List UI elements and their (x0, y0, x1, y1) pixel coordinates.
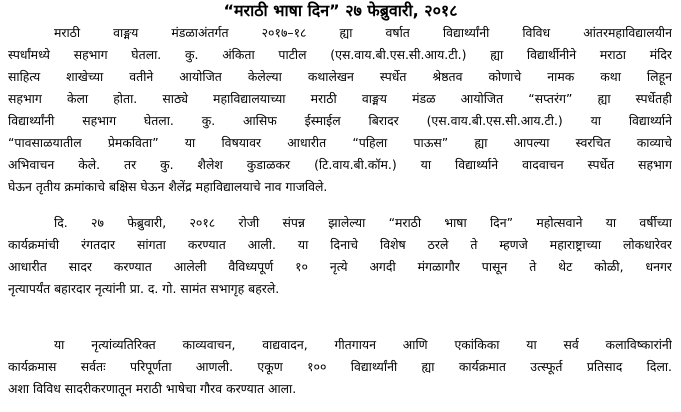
paragraph-3-line-3: अशा विविध सादरीकरणातून मराठी भाषेचा गौरव करण्यात आला. (8, 381, 297, 396)
paragraph-1-line-3: साहित्य शाखेच्या वतीने आयोजित केलेल्या कथालेखन स्पर्धेत श्रेष्ठतव कोणाचे नामक कथा लिहून (8, 69, 672, 84)
paragraph-1-line-2: स्पर्धांमध्ये सहभाग घेतला. कु. अंकिता पाटील (एस.वाय.बी.एस.सी.आय.टी.) ह्या विद्यार्थीनीने मराठा मंदिर (8, 47, 672, 62)
paragraph-1-line-8: घेऊन तृतीय क्रमांकाचे बक्षिस घेऊन शैलेंद्र महाविद्यालयाचे नाव गाजविले. (8, 179, 328, 194)
paragraph-3-line-2: कार्यक्रमास सर्वतः परिपूर्णता आणली. एकूण १०० विद्यार्थ्यांनी ह्या कार्यक्रमात उत्स्फूर्त प्रतिसाद दिला. (8, 359, 672, 374)
paragraph-1-line-5: विद्यार्थ्यांनी सहभाग घेतला. कु. आसिफ ईस्माईल बिरादर (एस.वाय.बी.एस.सी.आय.टी.) या विद्यार्थ्याने (8, 113, 672, 128)
paragraph-1-line-4: सहभाग केला होता. साठ्ये महाविद्यालयाच्या मराठी वाङ्मय मंडळ आयोजित “सप्तरंग” ह्या स्पर्धेतही (8, 91, 672, 106)
paragraph-2-line-1: दि. २७ फेब्रुवारी, २०१८ रोजी संपन्न झालेल्या “मराठी भाषा दिन” महोत्सवाने या वर्षीच्या (54, 215, 672, 230)
paragraph-1-line-7: अभिवाचन केले. तर कु. शैलेश कुडाळकर (टि.वाय.बी.कॉम.) या विद्यार्थ्याने वादवाचन स्पर्धेत सहभाग (8, 157, 672, 172)
paragraph-2-line-3: आधारीत सादर करण्यात आलेली वैविध्यपूर्ण १० नृत्ये अगदी मंगळागौर पासून ते थेट कोळी, धनगर (8, 259, 672, 274)
document-title: “मराठी भाषा दिन” २७ फेब्रुवारी, २०१८ (223, 1, 458, 20)
paragraph-3-line-1: या नृत्यांव्यतिरिक्त काव्यवाचन, वाद्यवादन, गीतगायन आणि एकांकिका या सर्व कलाविष्कारांनी (54, 337, 672, 352)
paragraph-1-line-6: “पावसाळयातील प्रेमकविता” या विषयावर आधारीत “पहिला पाऊस” ह्या आपल्या स्वरचित काव्याचे (8, 135, 672, 150)
paragraph-2-line-4: नृत्यापर्यंत बहारदार नृत्यांनी प्रा. द. गो. सामंत सभागृह बहरले. (8, 281, 280, 296)
paragraph-1-line-1: मराठी वाङ्मय मंडळाअंतर्गत २०१७–१८ ह्या वर्षात विद्यार्थ्यांनी विविध आंतरमहाविद्यालयीन (54, 25, 672, 40)
paragraph-2-line-2: कार्यक्रमांची रंगतदार सांगता करण्यात आली. या दिनाचे विशेष ठरले ते म्हणजे महाराष्ट्राच्या लोकधारेवर (8, 237, 672, 252)
